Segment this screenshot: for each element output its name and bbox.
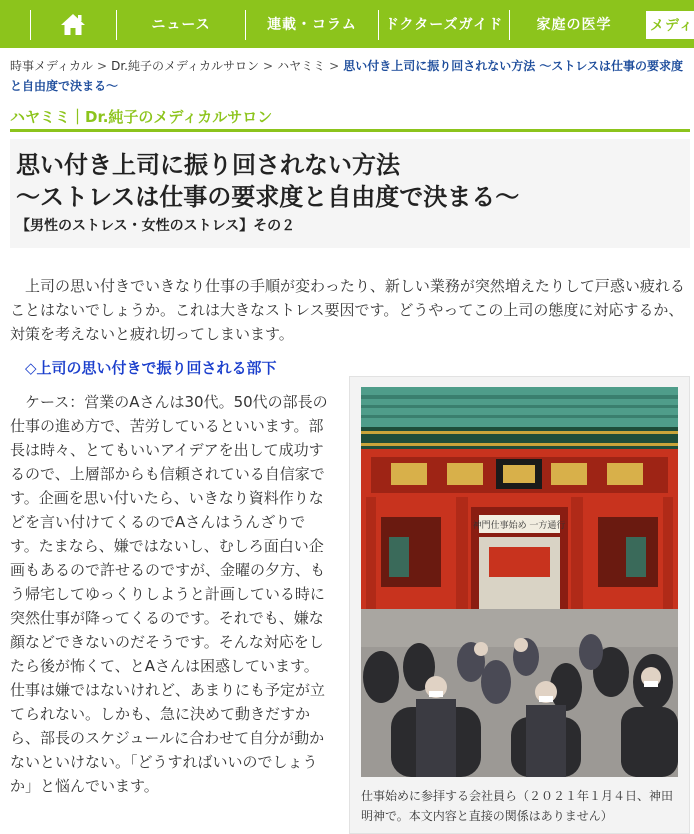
breadcrumb-link-medical-salon[interactable]: Dr.純子のメディカルサロン bbox=[111, 59, 260, 73]
top-navigation bbox=[0, 0, 694, 48]
article-body-paragraph: ケース：営業のAさんは30代。50代の部長の仕事の進め方で、苦労しているといいます。部長は時々、とてもいいアイデアを出して成功するので、上層部からも信頼されている自信家です。企画を思い付いたら、いきなり資料作りなどを言い付けてくるのでAさんはうんざりです。たまなら、嫌ではないし、むしろ面白い企画もあるので許せるのですが、金曜の夕方、もう帰宅してゆっくりしようと計画している時に突然仕事が降ってくるのです。それでも、嫌な顔などできないのだそうです。そんな対応をしたら後が怖くて、とAさんは困惑しています。仕事は嫌ではないけれど、あまりにも予定が立てられない。しかも、急に決めて動きだすから、部長のスケジュールに合わせて自分が動かないといけない。「どうすればいいのでしょうか」と悩んでいます。 bbox=[10, 393, 328, 795]
nav-home[interactable] bbox=[30, 0, 116, 48]
article-title-box bbox=[10, 139, 690, 248]
article-title bbox=[16, 149, 690, 213]
nav-item-news[interactable]: ニュース bbox=[151, 17, 211, 33]
nav-item-columns[interactable]: 連載・コラム bbox=[267, 17, 357, 33]
breadcrumb-separator: > bbox=[97, 59, 108, 73]
article-figure bbox=[349, 376, 690, 834]
nav-item-medical-active[interactable]: メディ bbox=[646, 11, 694, 39]
article-title-line1: 思い付き上司に振り回されない方法 bbox=[16, 151, 400, 179]
article-subtitle: 【男性のストレス・女性のストレス】その２ bbox=[16, 218, 296, 234]
breadcrumb-separator: > bbox=[263, 59, 274, 73]
article-photo[interactable] bbox=[361, 387, 678, 777]
breadcrumb-link-hayamimi[interactable]: ハヤミミ bbox=[277, 59, 326, 73]
shrine-gate-photo bbox=[361, 387, 678, 777]
breadcrumb-current: 思い付き上司に振り回されない方法 〜ストレスは仕事の要求度と自由度で決まる〜 bbox=[10, 59, 684, 93]
section-divider bbox=[10, 129, 690, 132]
breadcrumb bbox=[10, 56, 690, 96]
breadcrumb-separator: > bbox=[329, 59, 340, 73]
photo-caption: 仕事始めに参拝する会社員ら（２０２１年１月４日、神田明神で。本文内容と直接の関係はありません） bbox=[361, 789, 674, 823]
home-icon bbox=[59, 12, 87, 36]
section-title[interactable]: ハヤミミ｜Dr.純子のメディカルサロン bbox=[10, 108, 273, 126]
article-subheading: ◇上司の思い付きで振り回される部下 bbox=[25, 359, 277, 377]
nav-item-home-medicine[interactable]: 家庭の医学 bbox=[536, 17, 612, 33]
shrine-sign-text: 神門仕事始め 一方通行 bbox=[472, 521, 566, 531]
breadcrumb-link-jiji-medical[interactable]: 時事メディカル bbox=[10, 59, 94, 73]
article-lead-paragraph: 上司の思い付きでいきなり仕事の手順が変わったり、新しい業務が突然増えたりして戸惑い疲れることはないでしょうか。これは大きなストレス要因です。どうやってこの上司の態度に対応するか、対策を考えないと疲れ切ってしまいます。 bbox=[10, 277, 685, 343]
article-title-line2: 〜ストレスは仕事の要求度と自由度で決まる〜 bbox=[16, 183, 520, 211]
nav-item-doctors-guide[interactable]: ドクターズガイド bbox=[384, 17, 504, 33]
